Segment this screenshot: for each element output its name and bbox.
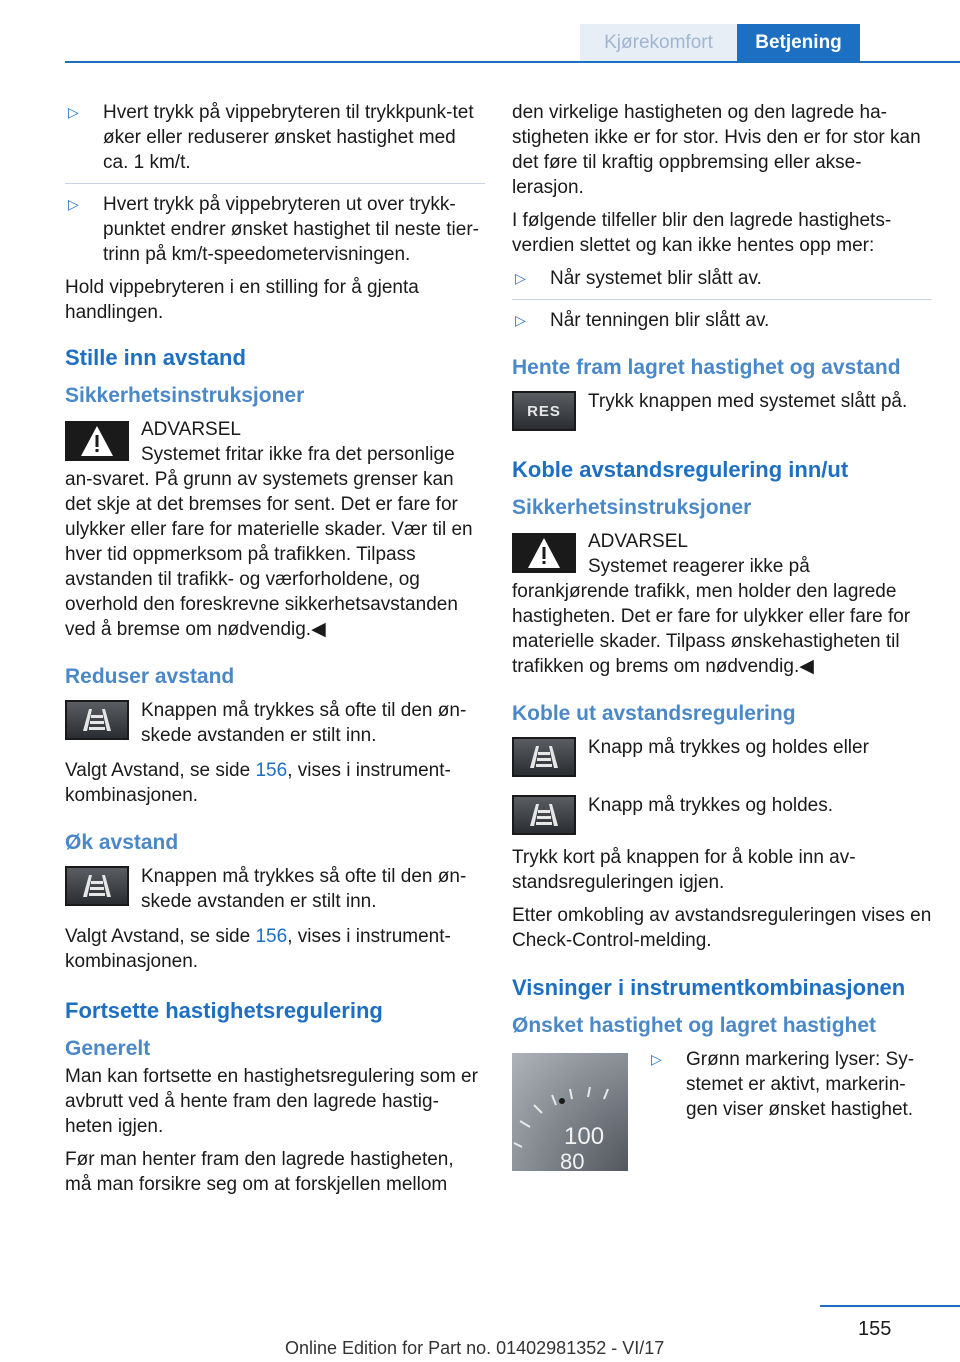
page-link[interactable]: 156 <box>255 926 288 947</box>
distance-button-icon <box>65 866 129 906</box>
page-number: 155 <box>858 1318 892 1340</box>
reduce-distance-row: Knappen må trykkes så ofte til den øn‐skede avstanden er stilt inn. <box>65 698 485 748</box>
bullet-triangle-icon: ▷ <box>515 270 526 286</box>
heading-ok-avstand: Øk avstand <box>65 831 179 854</box>
bullet-triangle-icon: ▷ <box>68 196 79 212</box>
page-header <box>0 0 960 62</box>
heading-sikkerhet: Sikkerhetsinstruksjoner <box>512 496 752 519</box>
heading-visninger: Visninger i instrumentkombinasjonen <box>512 975 906 1000</box>
heading-stille-inn-avstand: Stille inn avstand <box>65 345 246 370</box>
list-item: ▷ Grønn markering lyser: Sy‐stemet er aktivt, markerin‐gen viser ønsket hastighet. <box>648 1047 932 1122</box>
bullet-triangle-icon: ▷ <box>515 312 526 328</box>
res-row: RES Trykk knappen med systemet slått på. <box>512 389 932 431</box>
divider <box>65 183 485 184</box>
right-column <box>512 100 932 1171</box>
edition-label: Online Edition for Part no. 01402981352 - VI/17 <box>285 1338 665 1358</box>
warning-title: ADVARSEL <box>588 531 688 552</box>
body-text: Valgt Avstand, se side 156, vises i instrument‐kombinasjonen. <box>65 926 451 972</box>
body-text: Valgt Avstand, se side 156, vises i instrument‐kombinasjonen. <box>65 760 451 806</box>
body-text: Trykk kort på knappen for å koble inn av‐standsreguleringen igjen. <box>512 847 856 893</box>
body-text: Man kan fortsette en hastighetsregulering som er avbrutt ved å hente fram den lagrede hastig‐heten igjen. <box>65 1066 478 1137</box>
heading-hente-fram: Hente fram lagret hastighet og avstand <box>512 356 901 379</box>
increase-distance-row: Knappen må trykkes så ofte til den øn‐skede avstanden er stilt inn. <box>65 864 485 914</box>
warning-block <box>65 417 485 642</box>
body-text: Før man henter fram den lagrede hastigheten, må man forsikre seg om at forskjellen mellom <box>65 1149 454 1195</box>
warning-text: Systemet reagerer ikke på forankjørende trafikk, men holder den lagrede hastigheten. Det er fare for ulykker eller fare for materielle skader. Tilpass ønskehastigheten til trafikken og brems om nødvendig.◀ <box>512 556 911 677</box>
header-divider <box>65 61 960 63</box>
body-text: den virkelige hastigheten og den lagrede ha‐stigheten ikke er for stor. Hvis den er for stor kan det føre til kraftig oppbremsing eller akse‐lerasjon. <box>512 102 921 198</box>
distance-button-icon <box>65 700 129 740</box>
warning-block <box>512 529 932 679</box>
warning-text: Systemet fritar ikke fra det personlige an‐svaret. På grunn av systemets grenser kan det skje at det bremses for sent. Det er fare for ulykker eller fare for materielle skader. Vær til en hver tid oppmerksom på trafikken. Tilpass avstanden til trafikk- og værforholdene, og overhold den foreskrevne sikkerhetsavstanden ved å bremse om nødvendig.◀ <box>65 444 473 640</box>
speedo-section <box>512 1047 932 1171</box>
res-button-icon: RES <box>512 391 576 431</box>
body-text: I følgende tilfeller blir den lagrede hastighets‐verdien slettet og kan ikke hentes opp mer: <box>512 210 892 256</box>
speedometer-image: 100 80 <box>512 1053 628 1171</box>
left-column <box>65 100 485 1205</box>
section-tab-betjening[interactable]: Betjening <box>737 24 860 62</box>
heading-koble-ut: Koble ut avstandsregulering <box>512 702 796 725</box>
heading-reduser-avstand: Reduser avstand <box>65 665 235 688</box>
footer-divider <box>820 1305 960 1307</box>
deactivate-row-2: Knapp må trykkes og holdes. <box>512 793 932 835</box>
section-tab-kjorekomfort[interactable]: Kjørekomfort <box>580 24 737 62</box>
divider <box>512 299 932 300</box>
heading-fortsette: Fortsette hastighetsregulering <box>65 998 383 1023</box>
deactivate-row-1: Knapp må trykkes og holdes eller <box>512 735 932 777</box>
page-link[interactable]: 156 <box>255 760 288 781</box>
bullet-triangle-icon: ▷ <box>651 1051 662 1067</box>
heading-generelt: Generelt <box>65 1037 151 1060</box>
heading-koble: Koble avstandsregulering inn/ut <box>512 457 849 482</box>
distance-button-icon <box>512 737 576 777</box>
list-item: ▷ Hvert trykk på vippebryteren til trykkpunk‐tet øker eller reduserer ønsket hastighet med ca. 1 km/t. <box>65 100 485 175</box>
bullet-triangle-icon: ▷ <box>68 104 79 120</box>
warning-title: ADVARSEL <box>141 419 241 440</box>
distance-button-icon <box>512 795 576 835</box>
list-item: ▷ Når systemet blir slått av. <box>512 266 932 291</box>
warning-triangle-icon <box>65 421 129 461</box>
list-item: ▷ Når tenningen blir slått av. <box>512 308 932 333</box>
warning-triangle-icon <box>512 533 576 573</box>
heading-onsket: Ønsket hastighet og lagret hastighet <box>512 1014 877 1037</box>
list-item: ▷ Hvert trykk på vippebryteren ut over trykk‐punktet endrer ønsket hastighet til neste tier-trinn på km/t-speedometervisningen. <box>65 192 485 267</box>
heading-sikkerhet: Sikkerhetsinstruksjoner <box>65 384 305 407</box>
body-text: Etter omkobling av avstandsreguleringen vises en Check-Control-melding. <box>512 905 932 951</box>
body-text: Hold vippebryteren i en stilling for å gjenta handlingen. <box>65 277 419 323</box>
